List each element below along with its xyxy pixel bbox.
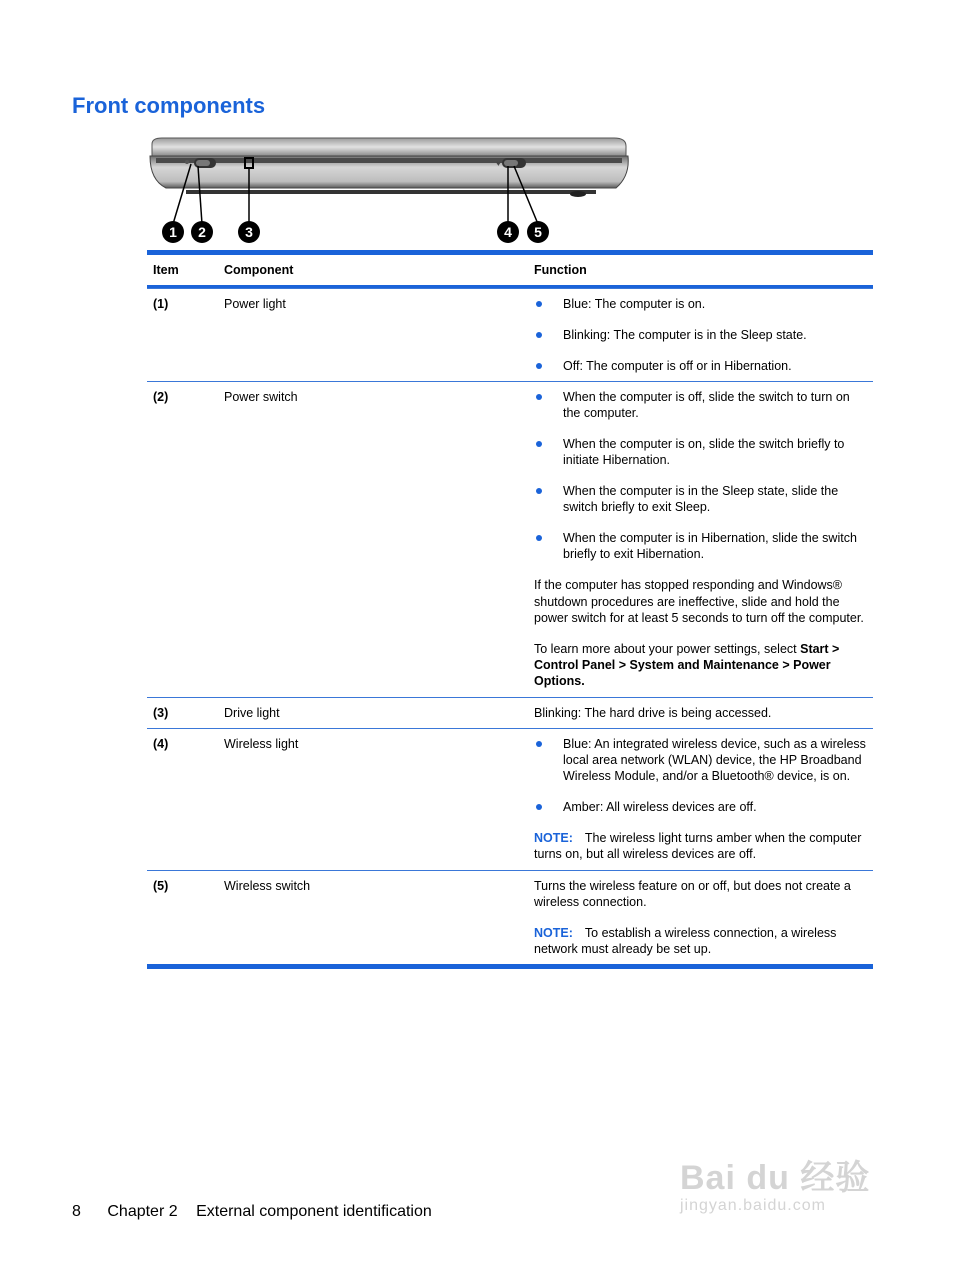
callout-4-label: 4 [504,224,512,240]
table-row [147,288,873,381]
row-item: (2) [153,389,169,404]
callout-3-label: 3 [245,224,253,240]
callout-1-label: 1 [169,224,177,240]
row-component: Wireless switch [224,878,311,893]
row-function [534,296,873,374]
note-text: To establish a wireless connection, a wireless network must already be set up. [534,925,837,957]
list-item: When the computer is on, slide the switch briefly to initiate Hibernation. [534,436,869,469]
paragraph: If the computer has stopped responding and Windows® shutdown procedures are ineffective, slide and hold the power switch for at least 5 seconds to turn off the computer. [534,578,864,625]
watermark [680,1150,870,1215]
menu-path: Start > Control Panel > System and Maintenance > Power Options. [534,641,840,689]
list-item: Off: The computer is off or in Hibernation. [534,358,869,374]
row-function [534,878,873,958]
table-row [147,728,873,870]
watermark-logo: Bai du 经验 [680,1159,871,1197]
row-component: Drive light [224,705,280,720]
watermark-url: jingyan.baidu.com [680,1197,826,1214]
page-footer [72,1203,454,1221]
row-item: (5) [153,878,169,893]
paragraph [534,641,869,690]
row-component: Power switch [224,389,298,404]
callout-2 [191,221,213,243]
chapter-label: Chapter 2 [107,1203,178,1220]
list-item: When the computer is in the Sleep state, slide the switch briefly to exit Sleep. [534,483,869,516]
list-item: Blue: The computer is on. [534,296,869,312]
header-item: Item [153,262,179,277]
row-function [534,389,873,690]
list-item: Blue: An integrated wireless device, such as a wireless local area network (WLAN) device, the HP Broadband Wireless Module, and/or a Bluetooth® device, is on. [534,736,869,785]
components-table [147,250,873,969]
callout-1 [162,221,184,243]
callout-4 [497,221,519,243]
list-item: Blinking: The computer is in the Sleep state. [534,327,869,343]
header-function: Function [534,262,587,277]
note-label: NOTE: [534,831,573,846]
table-row [147,870,873,965]
note [534,925,869,958]
callout-5 [527,221,549,243]
note-text: The wireless light turns amber when the computer turns on, but all wireless devices are off. [534,831,862,862]
chapter-title: External component identification [196,1203,432,1220]
row-item: (4) [153,736,169,751]
laptop-front-illustration [146,136,636,248]
row-function: Blinking: The hard drive is being accessed. [534,705,772,720]
row-item: (1) [153,297,169,311]
list-item: When the computer is in Hibernation, slide the switch briefly to exit Hibernation. [534,530,869,563]
note-label: NOTE: [534,925,573,940]
paragraph-text: To learn more about your power settings, select [534,641,801,656]
callout-2-label: 2 [198,224,206,240]
row-item: (3) [153,705,169,720]
callout-5-label: 5 [534,224,542,240]
list-item: When the computer is off, slide the switch to turn on the computer. [534,389,869,422]
table-header [147,255,873,288]
table-row [147,697,873,728]
page-title: Front components [72,93,266,118]
callout-3 [238,221,260,243]
paragraph: Turns the wireless feature on or off, but does not create a wireless connection. [534,878,851,909]
row-component: Wireless light [224,736,299,751]
header-component: Component [224,262,294,277]
row-function [534,736,873,863]
row-component: Power light [224,297,286,311]
svg-text:♥: ♥ [496,159,501,168]
table-row [147,381,873,697]
note [534,830,869,863]
page-number: 8 [72,1203,81,1220]
list-item: Amber: All wireless devices are off. [534,799,869,815]
